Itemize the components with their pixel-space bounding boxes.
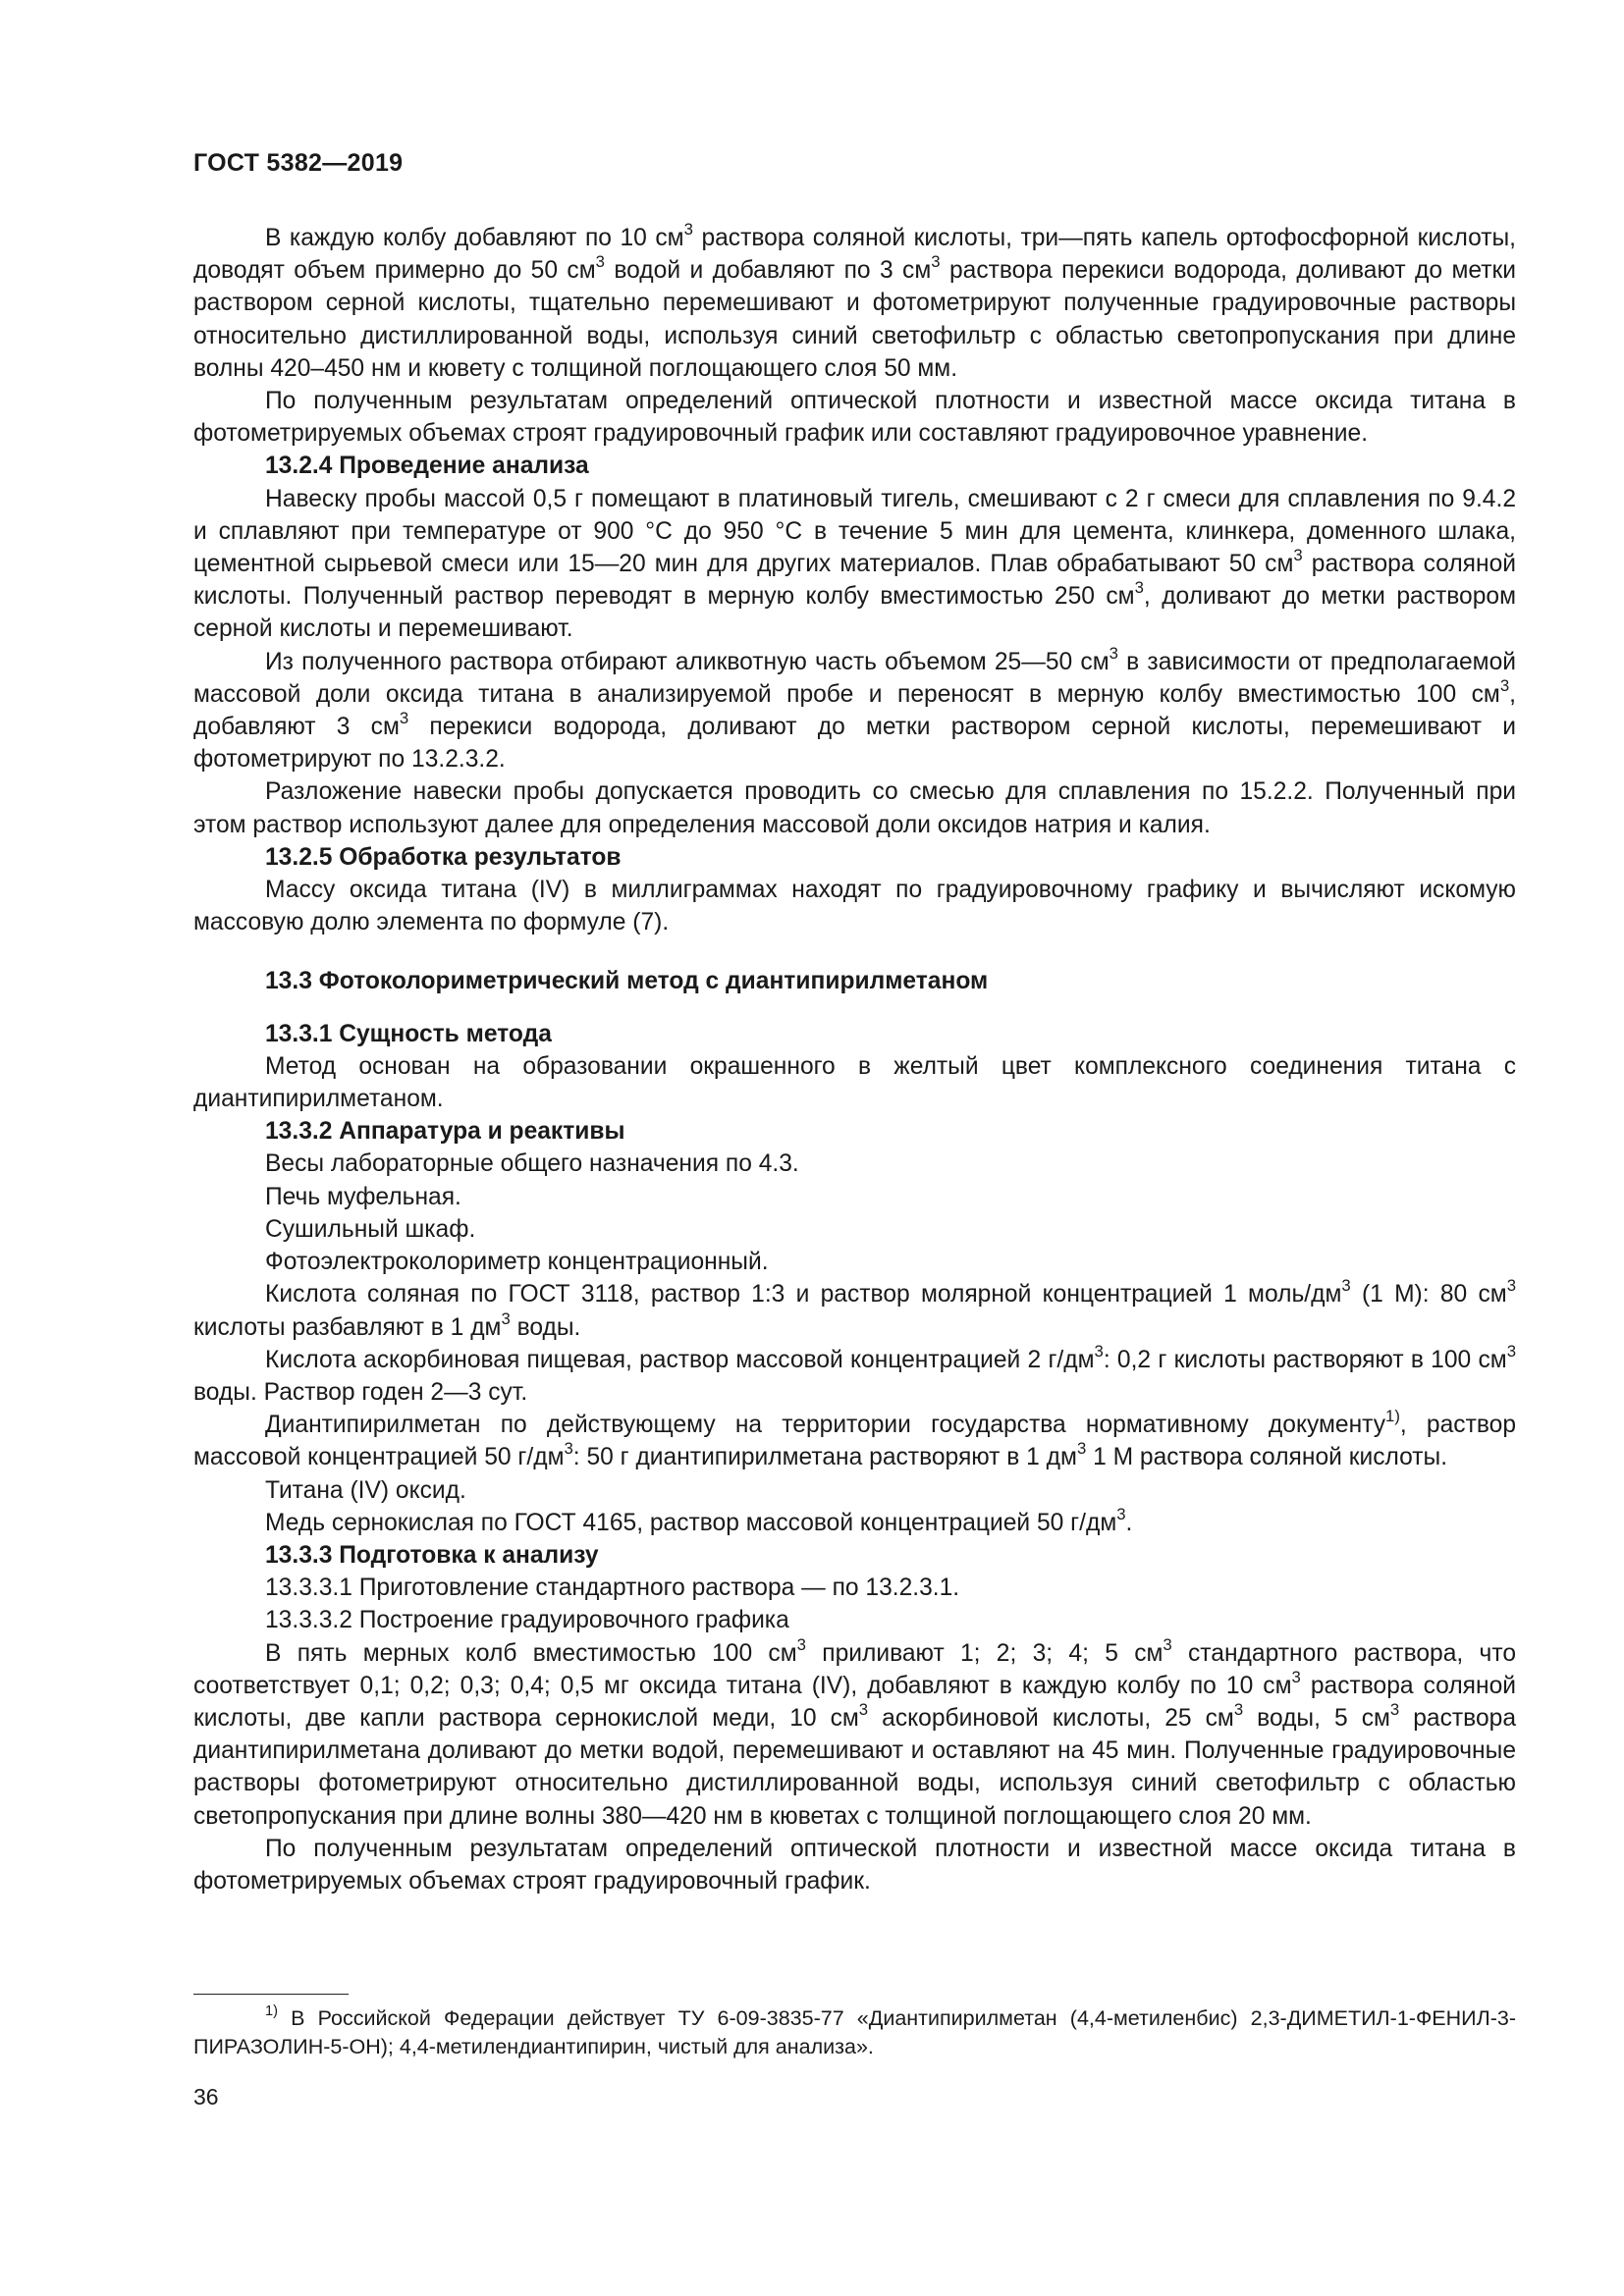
superscript: 3: [1109, 643, 1118, 663]
text-run: приливают 1; 2; 3; 4; 5 см: [805, 1639, 1164, 1667]
superscript: 3: [501, 1308, 511, 1328]
text-run: 13.3.1 Сущность метода: [265, 1020, 552, 1047]
text-run: 13.2.5 Обработка результатов: [265, 843, 622, 871]
text-run: воды. Раствор годен 2—3 сут.: [193, 1378, 528, 1406]
superscript: 3: [1163, 1634, 1172, 1654]
footnote: [193, 2004, 1516, 2060]
text-run: (1 М): 80 см: [1350, 1281, 1507, 1308]
superscript: 3: [1233, 1700, 1244, 1720]
text-run: , раствор массовой концентрацией 50 г/дм: [193, 1412, 1516, 1471]
paragraph: [193, 1634, 1516, 1833]
superscript: 3: [1116, 1504, 1126, 1523]
text-run: раствора соляной кислоты. Полученный раствор переводят в мерную колбу вместимостью 250 см: [193, 551, 1516, 611]
document-header: ГОСТ 5382—2019: [193, 149, 404, 177]
text-run: : 0,2 г кислоты растворяют в 100 см: [1103, 1346, 1507, 1373]
text-run: Навеску пробы массой 0,5 г помещают в платиновый тигель, смешивают с 2 г смеси для сплавления по 9.4.2 и сплавляют при температуре от 900 °С до 950 °С в течение 5 мин для цемента, клинкера, доменного шлака, цементной сырьевой смеси или 15—20 мин для других материалов. Плав обрабатывают 50 см: [193, 485, 1516, 578]
text-run: перекиси водорода, доливают до метки раствором серной кислоты, перемешивают и фотометрируют по 13.2.3.2.: [193, 714, 1516, 774]
superscript: 1): [1385, 1407, 1400, 1426]
section-heading: [193, 450, 1516, 482]
paragraph: [193, 874, 1516, 938]
text-run: Кислота аскорбиновая пищевая, раствор массовой концентрацией 2 г/дм: [265, 1346, 1095, 1373]
text-run: в зависимости от предполагаемой массовой доли оксида титана в анализируемой пробе и переносят в мерную колбу вместимостью 100 см: [193, 648, 1516, 708]
text-run: аскорбиновой кислоты, 25 см: [868, 1704, 1234, 1732]
text-run: 13.3.3 Подготовка к анализу: [265, 1541, 599, 1569]
paragraph: [193, 1341, 1516, 1409]
text-run: , добавляют 3 см: [193, 680, 1516, 741]
paragraph: [193, 385, 1516, 450]
text-run: раствора диантипирилметана доливают до метки водой, перемешивают и оставляют на 45 мин. Полученные градуировочные растворы фотометрируют относительно дистиллированной воды, используя синий светофильтр с областью светопропускания при длине волны 380—420 нм в кюветах с толщиной поглощающего слоя 20 мм.: [193, 1704, 1516, 1830]
section-heading: [193, 1018, 1516, 1050]
body-text: [193, 222, 1516, 1897]
text-run: Массу оксида титана (IV) в миллиграммах находят по градуировочному графику и вычисляют искомую массовую долю элемента по формуле (7).: [193, 877, 1516, 936]
text-run: 13.3.3.1 Приготовление стандартного раствора — по 13.2.3.1.: [265, 1575, 960, 1602]
text-run: Печь муфельная.: [265, 1183, 461, 1210]
superscript: 3: [683, 220, 693, 240]
text-run: стандартного раствора, что соответствует 0,1; 0,2; 0,3; 0,4; 0,5 мг оксида титана (IV), добавляют в каждую колбу по 10 см: [193, 1639, 1516, 1699]
paragraph: [193, 1181, 1516, 1213]
text-run: По полученным результатам определений оптической плотности и известной массе оксида титана в фотометрируемых объемах строят градуировочный график.: [193, 1835, 1516, 1895]
text-run: раствора соляной кислоты, три—пять капель ортофосфорной кислоты, доводят объем примерно до 50 см: [193, 225, 1516, 285]
text-run: , доливают до метки раствором серной кислоты и перемешивают.: [193, 583, 1516, 643]
text-run: воды, 5 см: [1243, 1704, 1390, 1732]
paragraph: [193, 1050, 1516, 1115]
text-run: кислоты разбавляют в 1 дм: [193, 1313, 502, 1341]
paragraph: [193, 775, 1516, 840]
superscript: 1): [265, 2003, 278, 2020]
paragraph: [193, 1504, 1516, 1539]
superscript: 3: [858, 1700, 869, 1720]
paragraph: [193, 1833, 1516, 1897]
text-run: раствора перекиси водорода, доливают до метки раствором серной кислоты, тщательно перемешивают и фотометрируют полученные градуировочные растворы относительно дистиллированной воды, используя синий светофильтр с областью светопропускания при длине волны 420–450 нм и кювету с толщиной поглощающего слоя 50 мм.: [193, 257, 1516, 382]
paragraph: [193, 1148, 1516, 1180]
text-run: 13.3 Фотоколориметрический метод с диантипирилметаном: [265, 968, 989, 995]
text-run: В пять мерных колб вместимостью 100 см: [265, 1639, 797, 1667]
paragraph: [193, 222, 1516, 385]
paragraph: [193, 1604, 1516, 1636]
text-run: Кислота соляная по ГОСТ 3118, раствор 1:3 и раствор молярной концентрацией 1 моль/дм: [265, 1281, 1342, 1308]
text-run: 13.3.3.2 Построение градуировочного графика: [265, 1607, 789, 1634]
text-run: 13.3.2 Аппаратура и реактивы: [265, 1118, 625, 1146]
paragraph: [193, 643, 1516, 776]
superscript: 3: [564, 1439, 573, 1459]
paragraph: [193, 1213, 1516, 1246]
text-run: воды.: [510, 1313, 581, 1341]
text-run: раствора соляной кислоты, две капли раствора сернокислой меди, 10 см: [193, 1672, 1516, 1732]
superscript: 3: [1094, 1341, 1104, 1361]
section-heading: [193, 1539, 1516, 1572]
text-run: Титана (IV) оксид.: [265, 1476, 466, 1504]
paragraph: [193, 1474, 1516, 1507]
text-run: : 50 г диантипирилметана растворяют в 1 дм: [572, 1444, 1077, 1471]
superscript: 3: [796, 1634, 806, 1654]
text-run: Сушильный шкаф.: [265, 1215, 476, 1243]
paragraph: [193, 1246, 1516, 1278]
page-number: 36: [193, 2084, 219, 2109]
superscript: 3: [1506, 1341, 1516, 1361]
paragraph: [193, 1572, 1516, 1604]
text-run: водой и добавляют по 3 см: [604, 257, 932, 285]
paragraph: [193, 1409, 1516, 1473]
superscript: 3: [1389, 1700, 1400, 1720]
paragraph: [193, 483, 1516, 646]
superscript: 3: [399, 709, 409, 728]
text-run: Весы лабораторные общего назначения по 4.3.: [265, 1150, 799, 1178]
text-run: В каждую колбу добавляют по 10 см: [265, 225, 684, 251]
superscript: 3: [1076, 1439, 1087, 1459]
superscript: 3: [1134, 578, 1144, 598]
text-run: Диантипирилметан по действующему на территории государства нормативному документу: [265, 1412, 1386, 1439]
superscript: 3: [1291, 1667, 1301, 1686]
section-heading: [193, 965, 1516, 997]
text-run: Разложение навески пробы допускается проводить со смесью для сплавления по 15.2.2. Полученный при этом раствор используют далее для определения массовой доли оксидов натрия и калия.: [193, 778, 1516, 838]
text-run: 13.2.4 Проведение анализа: [265, 453, 589, 480]
text-run: В Российской Федерации действует ТУ 6-09-3835-77 «Диантипирилметан (4,4-метиленбис) 2,3-ДИМЕТИЛ-1-ФЕНИЛ-3-ПИРАЗОЛИН-5-ОН); 4,4-метилендиантипирин, чистый для анализа».: [193, 2006, 1516, 2058]
paragraph: [193, 1278, 1516, 1343]
section-heading: [193, 841, 1516, 874]
text-run: .: [1125, 1509, 1133, 1536]
superscript: 3: [931, 252, 941, 272]
superscript: 3: [595, 252, 605, 272]
superscript: 3: [1293, 546, 1303, 565]
section-heading: [193, 1115, 1516, 1148]
footnote-text: [193, 2004, 1516, 2060]
text-run: Фотоэлектроколориметр концентрационный.: [265, 1249, 769, 1276]
footnote-divider: [193, 1994, 349, 1995]
text-run: 1 М раствора соляной кислоты.: [1086, 1444, 1448, 1471]
text-run: Метод основан на образовании окрашенного в желтый цвет комплексного соединения титана с диантипирилметаном.: [193, 1052, 1516, 1113]
text-run: Из полученного раствора отбирают аликвотную часть объемом 25—50 см: [265, 648, 1110, 675]
superscript: 3: [1499, 675, 1510, 695]
text-run: По полученным результатам определений оптической плотности и известной массе оксида титана в фотометрируемых объемах строят градуировочный график или составляют градуировочное уравнение.: [193, 388, 1516, 448]
text-run: Медь сернокислая по ГОСТ 4165, раствор массовой концентрацией 50 г/дм: [265, 1509, 1117, 1536]
superscript: 3: [1341, 1276, 1351, 1296]
superscript: 3: [1506, 1276, 1516, 1296]
